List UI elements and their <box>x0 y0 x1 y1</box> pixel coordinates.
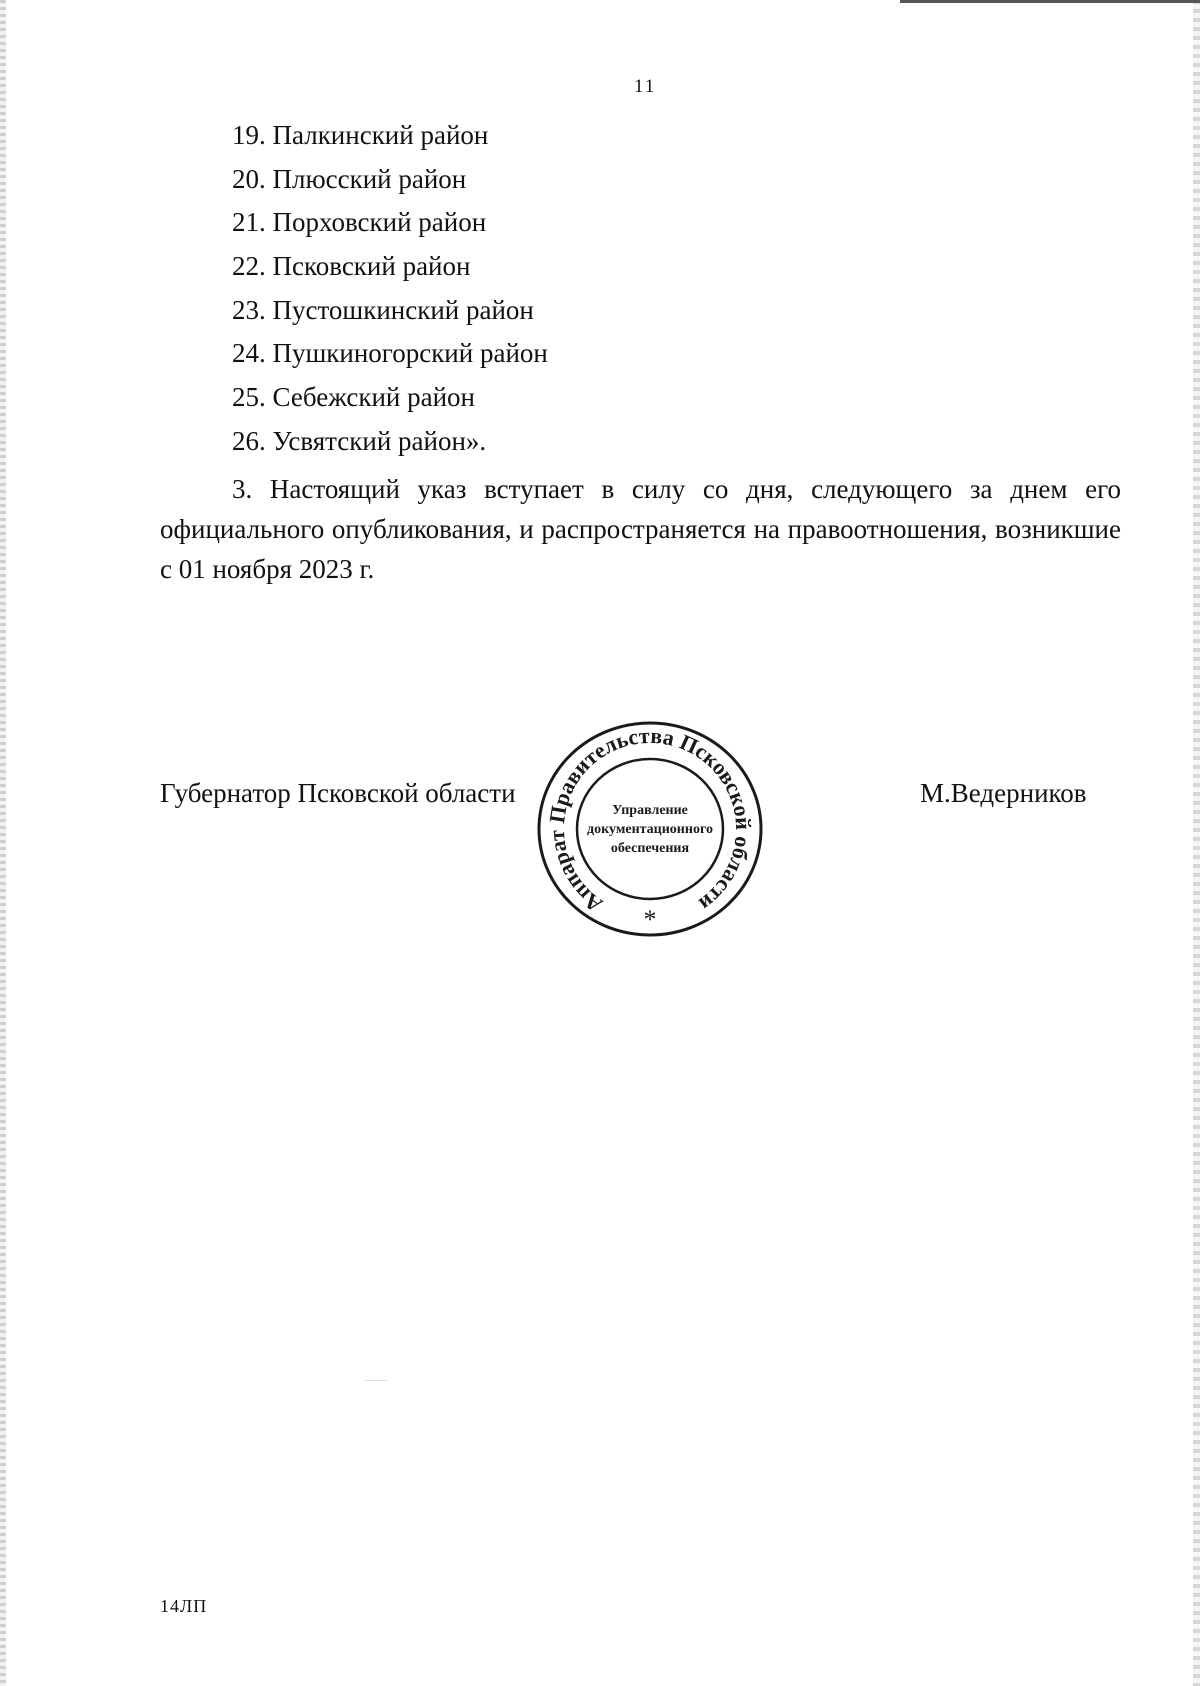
district-list <box>232 114 548 464</box>
district-item: 19. Палкинский район <box>232 120 489 150</box>
district-item: 20. Плюсский район <box>232 163 467 194</box>
seal-inner-line: документационного <box>587 822 713 837</box>
district-item: 23. Пустошкинский район <box>232 294 534 325</box>
seal-inner-line: обеспечения <box>610 841 690 856</box>
district-item: 25. Себежский район <box>232 382 475 413</box>
official-seal <box>535 718 765 940</box>
scan-mark <box>365 1380 387 1381</box>
signatory-title: Губернатор Псковской области <box>160 778 516 808</box>
scan-edge-top <box>900 0 1200 3</box>
scan-edge-left <box>0 0 6 1686</box>
signatory-name: М.Ведерников <box>920 778 1087 808</box>
document-code: 14ЛП <box>160 1596 208 1616</box>
seal-inner-line: Управление <box>612 803 688 818</box>
district-item: 24. Пушкиногорский район <box>232 338 548 369</box>
district-item: 26. Усвятский район». <box>232 425 487 456</box>
seal-star: * <box>643 905 657 934</box>
scan-edge-right <box>1193 0 1200 1686</box>
district-item: 21. Порховский район <box>232 207 487 238</box>
seal-outer-text: Аппарат Правительства Псковской области <box>543 722 757 918</box>
district-item: 22. Псковский район <box>232 251 471 282</box>
effective-date-paragraph: 3. Настоящий указ вступает в силу со дня, следующего за днем его официального опубликования, и распространяется на правоотношения, возникшие с 01 ноября 2023 г. <box>160 474 1121 584</box>
page-number: 11 <box>634 76 657 97</box>
